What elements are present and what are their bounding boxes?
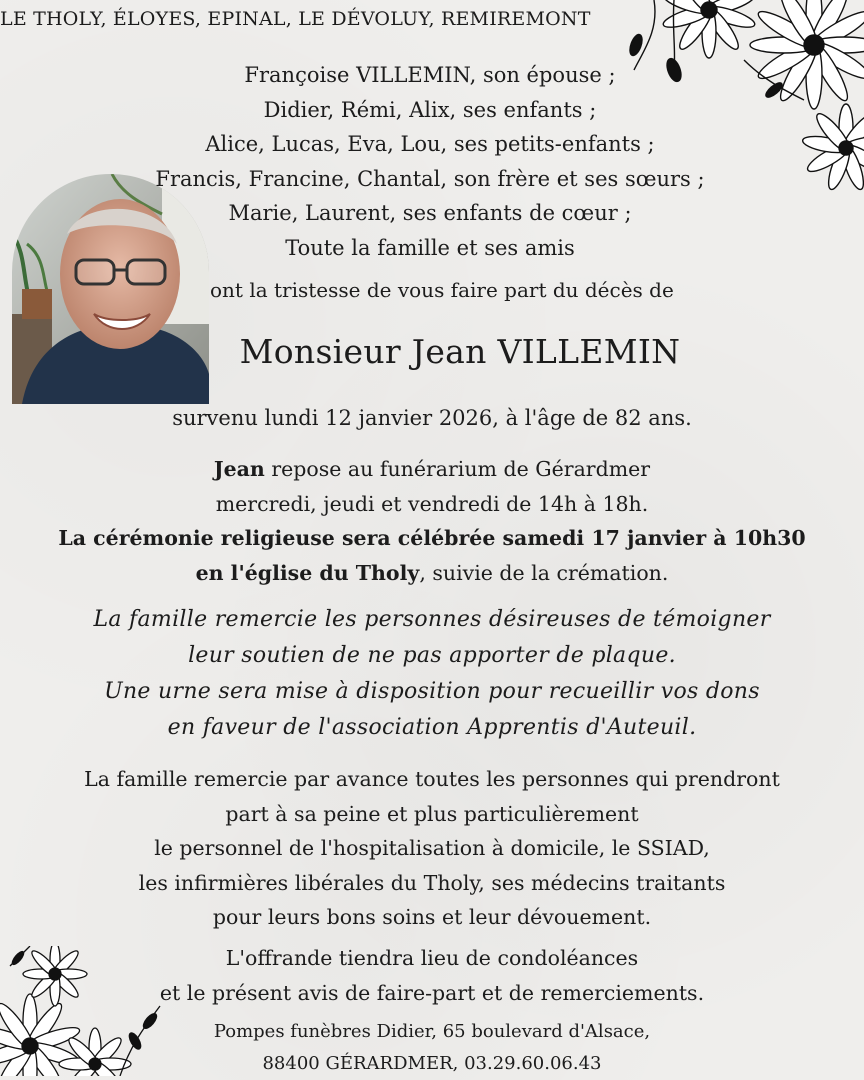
deceased-name: Monsieur Jean VILLEMIN: [239, 332, 681, 371]
offrande-line: et le présent avis de faire-part et de remerciements.: [159, 980, 705, 1005]
thanks-line: La famille remercie par avance toutes les personnes qui prendront: [84, 767, 780, 791]
locations-header: LE THOLY, ÉLOYES, EPINAL, LE DÉVOLUY, REMIREMONT: [0, 8, 591, 30]
visitation-info: [0, 452, 864, 590]
visitation-hours: mercredi, jeudi et vendredi de 14h à 18h.: [215, 491, 649, 516]
family-line: Françoise VILLEMIN, son épouse ;: [244, 63, 616, 87]
funeral-home-line: Pompes funèbres Didier, 65 boulevard d'Alsace,: [213, 1021, 651, 1042]
donation-line: La famille remercie les personnes désireuses de témoigner: [93, 607, 771, 632]
donation-line: en faveur de l'association Apprentis d'Auteuil.: [167, 715, 697, 740]
death-info: survenu lundi 12 janvier 2026, à l'âge de 82 ans.: [172, 406, 692, 430]
family-line: Didier, Rémi, Alix, ses enfants ;: [263, 97, 597, 122]
thanks-line: pour leurs bons soins et leur dévouement.: [212, 905, 652, 929]
visitation-line: Jean repose au funérarium de Gérardmer: [213, 457, 651, 481]
offrande-line: L'offrande tiendra lieu de condoléances: [225, 946, 639, 970]
thanks-line: le personnel de l'hospitalisation à domicile, le SSIAD,: [154, 836, 710, 860]
funeral-home-info: [0, 1016, 864, 1080]
announcement-text: ont la tristesse de vous faire part du décès de: [210, 278, 674, 302]
thanks-line: part à sa peine et plus particulièrement: [225, 801, 639, 826]
donation-note: [0, 602, 864, 746]
family-line: Alice, Lucas, Eva, Lou, ses petits-enfants ;: [205, 132, 655, 156]
thanks-line: les infirmières libérales du Tholy, ses médecins traitants: [138, 870, 726, 895]
family-line: Marie, Laurent, ses enfants de cœur ;: [228, 201, 632, 225]
offrande-text: [0, 941, 864, 1010]
church-line: en l'église du Tholy, suivie de la crémation.: [195, 560, 669, 585]
donation-line: leur soutien de ne pas apporter de plaque.: [188, 643, 676, 668]
funeral-home-line: 88400 GÉRARDMER, 03.29.60.06.43: [262, 1053, 602, 1074]
family-list: [90, 58, 770, 265]
family-line: Toute la famille et ses amis: [285, 235, 575, 260]
thanks-text: [0, 762, 864, 935]
family-line: Francis, Francine, Chantal, son frère et ses sœurs ;: [155, 166, 705, 191]
ceremony-line: La cérémonie religieuse sera célébrée samedi 17 janvier à 10h30: [58, 526, 806, 550]
donation-line: Une urne sera mise à disposition pour recueillir vos dons: [104, 679, 760, 704]
